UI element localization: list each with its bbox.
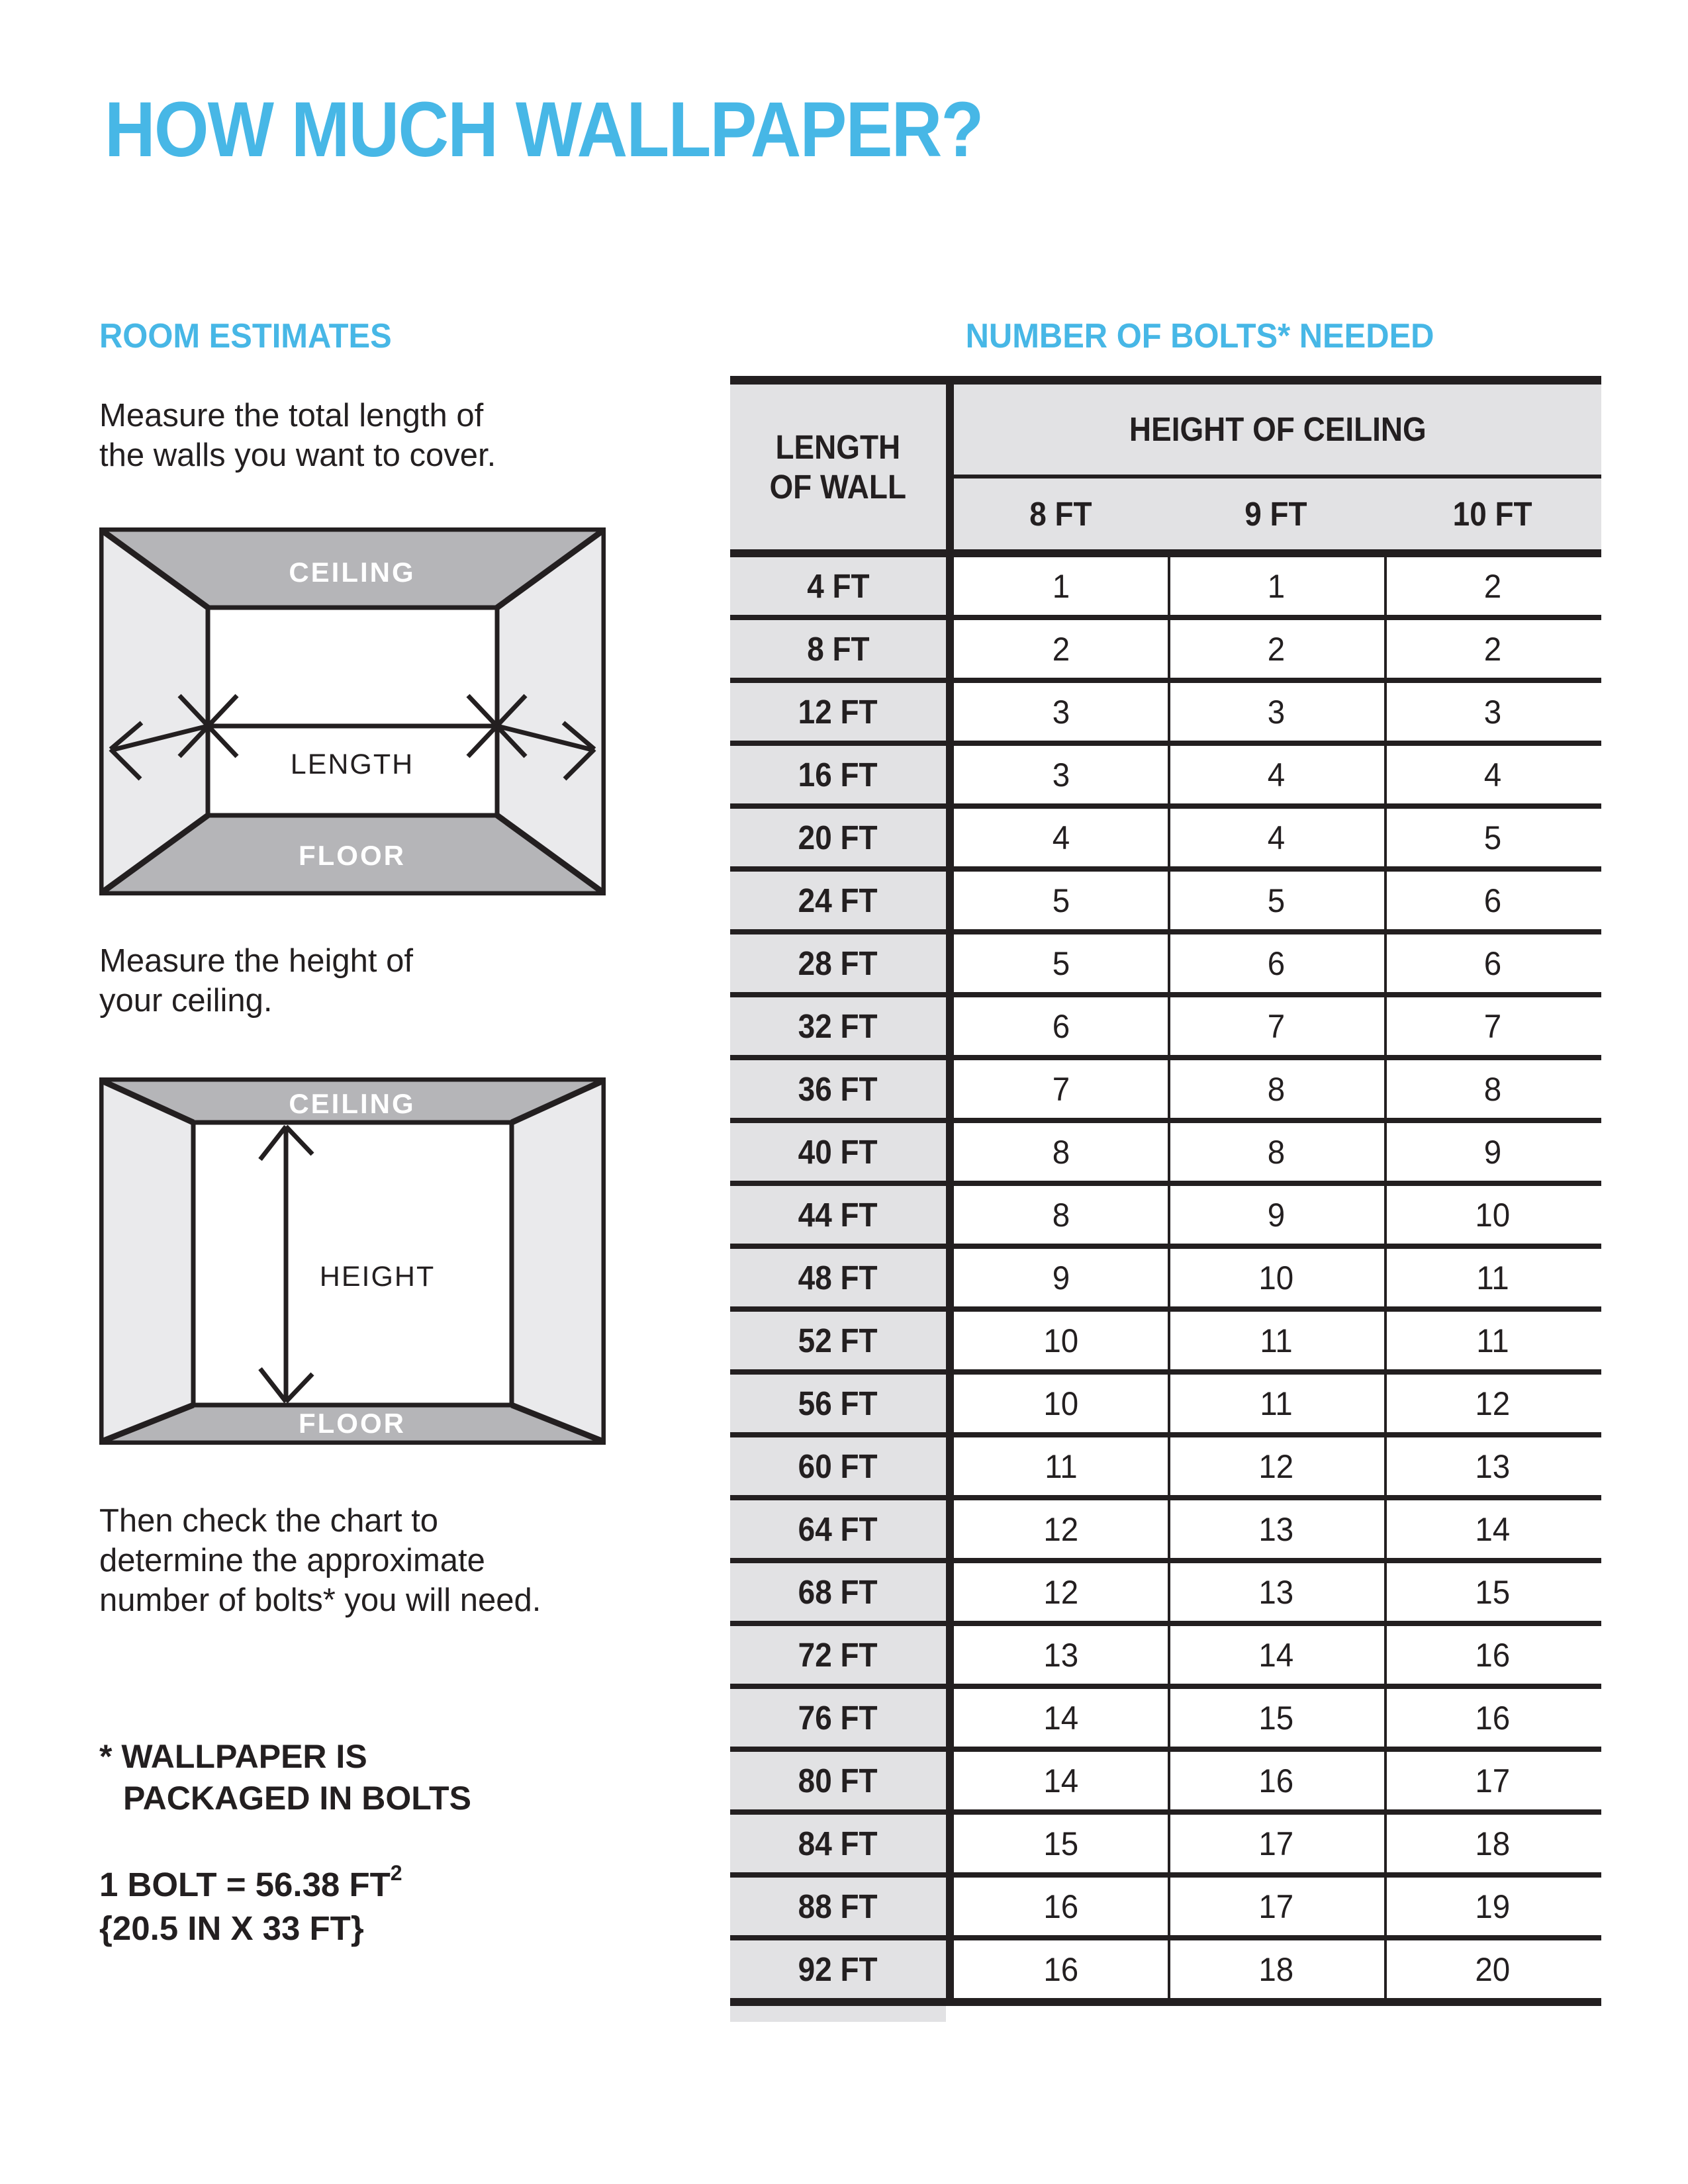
cell-10ft: 17 [1475, 1762, 1511, 1799]
footnote-line-1: * WALLPAPER IS [99, 1738, 367, 1775]
cell-10ft: 12 [1475, 1385, 1511, 1422]
length-label: LENGTH [290, 749, 414, 780]
bolts-table [730, 376, 1601, 2025]
cell-9ft: 17 [1258, 1888, 1293, 1925]
cell-9ft: 11 [1259, 1385, 1293, 1422]
cell-9ft: 15 [1258, 1699, 1293, 1737]
row-label-length: 92 FT [798, 1950, 878, 1988]
cell-10ft: 11 [1476, 1259, 1509, 1297]
row-label-length: 76 FT [798, 1699, 878, 1737]
cell-9ft: 13 [1258, 1510, 1293, 1548]
column-rule-2 [1384, 557, 1387, 1998]
column-header-9ft: 9 FT [1244, 495, 1307, 533]
paragraph-measure-length [99, 396, 496, 475]
cell-9ft: 6 [1267, 944, 1285, 982]
cell-9ft: 8 [1267, 1133, 1285, 1171]
page-title [105, 85, 1080, 175]
cell-8ft: 5 [1052, 944, 1070, 982]
row-label-length: 48 FT [798, 1259, 878, 1297]
ceiling-label: CEILING [289, 557, 416, 588]
cell-8ft: 3 [1052, 756, 1070, 794]
paragraph-line: determine the approximate [99, 1543, 485, 1578]
cell-10ft: 4 [1483, 756, 1502, 794]
cell-8ft: 8 [1052, 1133, 1070, 1171]
floor-label: FLOOR [299, 840, 406, 871]
cell-8ft: 8 [1052, 1196, 1070, 1234]
table-row [730, 1055, 1601, 1118]
cell-9ft: 13 [1258, 1573, 1293, 1611]
cell-10ft: 19 [1475, 1888, 1511, 1925]
column-header-8ft: 8 FT [1029, 495, 1092, 533]
table-top-bar [730, 376, 1601, 385]
cell-8ft: 10 [1043, 1322, 1078, 1359]
row-label-length: 12 FT [798, 693, 878, 731]
table-row [730, 615, 1601, 678]
cell-9ft: 7 [1267, 1007, 1285, 1045]
table-row [730, 1684, 1601, 1747]
room-estimates-heading: ROOM ESTIMATES [99, 317, 392, 355]
room-length-diagram [99, 527, 606, 895]
row-label-length: 60 FT [798, 1447, 878, 1485]
cell-8ft: 12 [1043, 1510, 1078, 1548]
cell-9ft: 10 [1258, 1259, 1293, 1297]
cell-9ft: 14 [1258, 1636, 1293, 1674]
table-row [730, 1181, 1601, 1244]
cell-10ft: 8 [1483, 1070, 1502, 1108]
cell-10ft: 5 [1483, 819, 1502, 856]
height-label: HEIGHT [319, 1261, 436, 1293]
table-row [730, 929, 1601, 992]
right-wall-surface [512, 1081, 602, 1441]
cell-9ft: 9 [1267, 1196, 1285, 1234]
table-row [730, 1872, 1601, 1935]
ceiling-label: CEILING [289, 1088, 416, 1119]
table-row [730, 1495, 1601, 1558]
cell-10ft: 9 [1483, 1133, 1502, 1171]
cell-10ft: 3 [1483, 693, 1502, 731]
cell-10ft: 6 [1483, 944, 1502, 982]
row-label-length: 8 FT [806, 630, 870, 668]
cell-9ft: 12 [1258, 1447, 1293, 1485]
cell-9ft: 17 [1258, 1825, 1293, 1862]
cell-10ft: 15 [1475, 1573, 1511, 1611]
cell-8ft: 5 [1052, 882, 1070, 919]
table-row [730, 1244, 1601, 1306]
table-heading: NUMBER OF BOLTS* NEEDED [966, 317, 1434, 355]
cell-8ft: 13 [1043, 1636, 1078, 1674]
paragraph-measure-height [99, 941, 413, 1021]
cell-10ft: 20 [1475, 1950, 1511, 1988]
row-label-length: 32 FT [798, 1007, 878, 1045]
row-label-length: 80 FT [798, 1762, 878, 1799]
length-of-wall-header: LENGTH OF WALL [769, 428, 907, 506]
ceiling-height-columns [954, 478, 1601, 549]
cell-10ft: 6 [1483, 882, 1502, 919]
row-label-length: 68 FT [798, 1573, 878, 1611]
superscript-2: 2 [390, 1861, 402, 1885]
cell-10ft: 18 [1475, 1825, 1511, 1862]
cell-10ft: 16 [1475, 1699, 1511, 1737]
row-label-length: 16 FT [798, 756, 878, 794]
cell-9ft: 11 [1259, 1322, 1293, 1359]
cell-9ft: 5 [1267, 882, 1285, 919]
row-label-length: 36 FT [798, 1070, 878, 1108]
cell-9ft: 16 [1258, 1762, 1293, 1799]
table-row [730, 1621, 1601, 1684]
cell-10ft: 2 [1483, 630, 1502, 668]
cell-9ft: 8 [1267, 1070, 1285, 1108]
table-row [730, 741, 1601, 803]
table-row [730, 866, 1601, 929]
cell-8ft: 11 [1044, 1447, 1078, 1485]
cell-9ft: 3 [1267, 693, 1285, 731]
row-label-length: 84 FT [798, 1825, 878, 1862]
cell-10ft: 14 [1475, 1510, 1511, 1548]
column-rule-1 [1168, 557, 1170, 1998]
cell-9ft: 4 [1267, 756, 1285, 794]
paragraph-line: your ceiling. [99, 983, 273, 1019]
cell-8ft: 16 [1043, 1888, 1078, 1925]
floor-label: FLOOR [299, 1408, 406, 1439]
table-row [730, 992, 1601, 1055]
cell-8ft: 2 [1052, 630, 1070, 668]
row-label-length: 88 FT [798, 1888, 878, 1925]
cell-8ft: 3 [1052, 693, 1070, 731]
cell-10ft: 16 [1475, 1636, 1511, 1674]
cell-10ft: 11 [1476, 1322, 1509, 1359]
main-column-divider [946, 385, 954, 2006]
cell-8ft: 7 [1052, 1070, 1070, 1108]
row-label-length: 4 FT [806, 567, 870, 605]
row-label-length: 64 FT [798, 1510, 878, 1548]
cell-8ft: 14 [1043, 1699, 1078, 1737]
table-row [730, 1747, 1601, 1809]
header-bottom-rule [730, 549, 1601, 557]
paragraph-line: the walls you want to cover. [99, 437, 496, 473]
cell-8ft: 14 [1043, 1762, 1078, 1799]
cell-8ft: 6 [1052, 1007, 1070, 1045]
left-wall-surface [103, 1081, 193, 1441]
table-row [730, 1432, 1601, 1495]
cell-9ft: 18 [1258, 1950, 1293, 1988]
row-label-length: 20 FT [798, 819, 878, 856]
row-label-length: 72 FT [798, 1636, 878, 1674]
room-height-diagram [99, 1077, 606, 1445]
paragraph-line: Then check the chart to [99, 1503, 439, 1539]
table-row [730, 1935, 1601, 1998]
row-label-length: 40 FT [798, 1133, 878, 1171]
table-row [730, 803, 1601, 866]
cell-8ft: 10 [1043, 1385, 1078, 1422]
table-rows [730, 557, 1601, 1998]
bolt-dimensions: {20.5 IN X 33 FT} [99, 1909, 364, 1947]
paragraph-check-chart [99, 1501, 541, 1620]
table-row [730, 1369, 1601, 1432]
cell-8ft: 9 [1052, 1259, 1070, 1297]
table-bottom-rule [730, 1998, 1601, 2006]
footnote-line-2: PACKAGED IN BOLTS [123, 1780, 471, 1817]
row-label-length: 56 FT [798, 1385, 878, 1422]
paragraph-line: Measure the height of [99, 943, 413, 979]
back-wall-surface [208, 608, 497, 815]
cell-10ft: 10 [1475, 1196, 1511, 1234]
bolt-formula: 1 BOLT = 56.38 $FT^2$ [99, 1861, 402, 1903]
cell-8ft: 16 [1043, 1950, 1078, 1988]
row-label-length: 52 FT [798, 1322, 878, 1359]
cell-8ft: 12 [1043, 1573, 1078, 1611]
cell-8ft: 1 [1052, 567, 1070, 605]
table-row [730, 557, 1601, 615]
table-row [730, 1558, 1601, 1621]
cell-10ft: 7 [1483, 1007, 1502, 1045]
cell-8ft: 4 [1052, 819, 1070, 856]
cell-9ft: 4 [1267, 819, 1285, 856]
table-row [730, 678, 1601, 741]
cell-10ft: 2 [1483, 567, 1502, 605]
column-header-10ft: 10 FT [1453, 495, 1532, 533]
cell-9ft: 2 [1267, 630, 1285, 668]
row-label-length: 28 FT [798, 944, 878, 982]
cell-9ft: 1 [1267, 567, 1285, 605]
row-label-length: 44 FT [798, 1196, 878, 1234]
paragraph-line: number of bolts* you will need. [99, 1582, 541, 1618]
page-title-text: HOW MUCH WALLPAPER? [105, 86, 983, 173]
table-row [730, 1118, 1601, 1181]
cell-10ft: 13 [1475, 1447, 1511, 1485]
paragraph-line: Measure the total length of [99, 398, 484, 433]
cell-8ft: 15 [1043, 1825, 1078, 1862]
table-row [730, 1306, 1601, 1369]
height-of-ceiling-header: HEIGHT OF CEILING [1129, 410, 1427, 448]
table-row [730, 1809, 1601, 1872]
row-label-length: 24 FT [798, 882, 878, 919]
